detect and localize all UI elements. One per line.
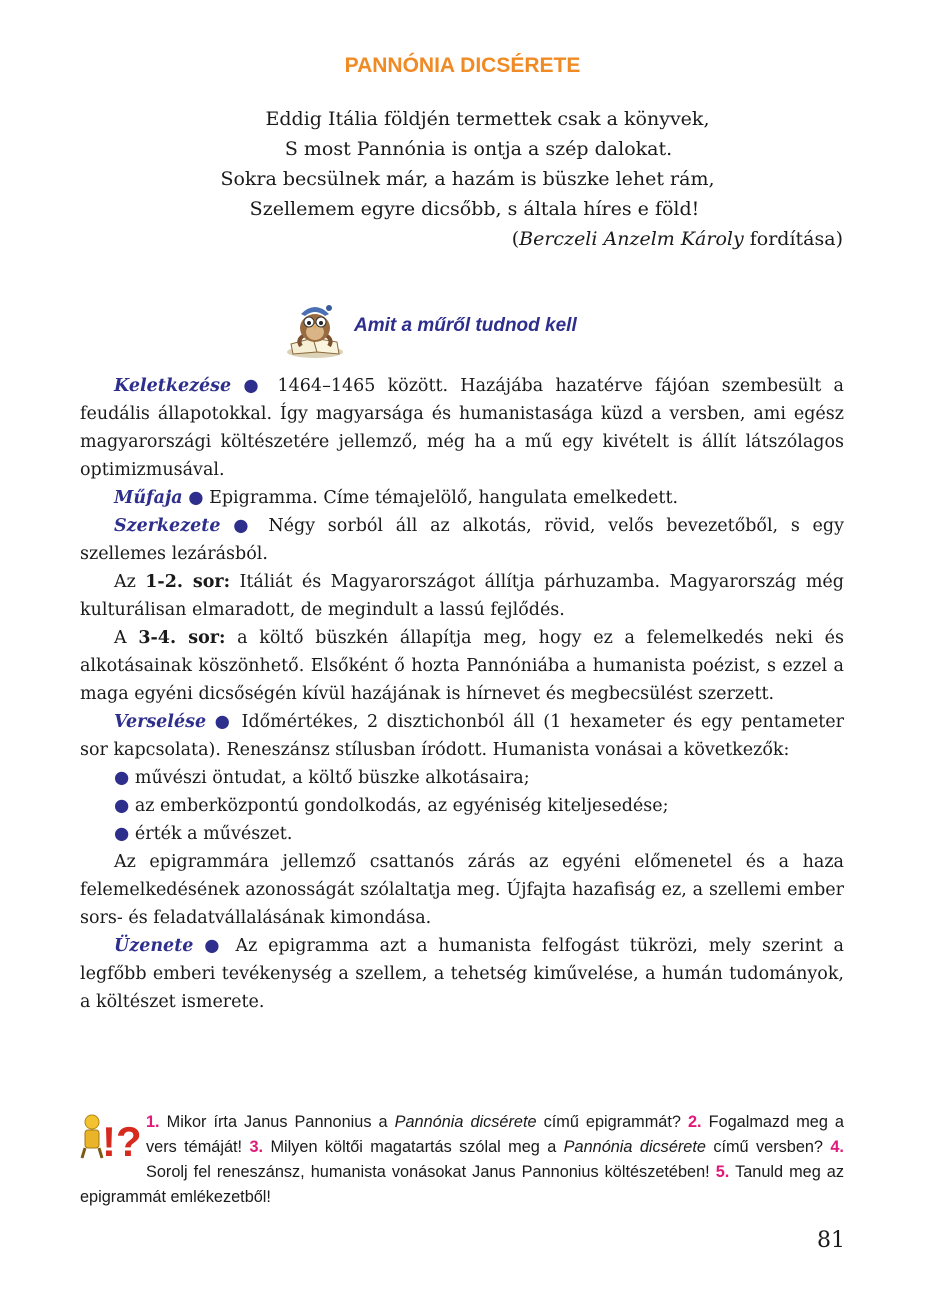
- label-uzenete: Üzenete: [114, 936, 194, 956]
- sor12-prefix: Az: [114, 572, 146, 592]
- list-item: [80, 820, 844, 848]
- page-number: 81: [817, 1228, 845, 1253]
- question-5-text: Tanuld meg az epigrammát emlékezetből!: [80, 1163, 845, 1206]
- text-keletkezese: 1464–1465 között. Hazájába hazatérve fájóan szembesült a feudális állapotokkal. Így magyarsága és humanistasága küzd a versben, ami egész magyarországi költészetére jellemző, még ha a mű egy kivételt is állít látszólagos optimizmusával.: [80, 376, 844, 480]
- poem-line-4: Szellemem egyre dicsőbb, s általa híres e föld!: [249, 198, 700, 220]
- exclamation-question-icon: [78, 1110, 142, 1162]
- translator-name: Berczeli Anzelm Károly: [519, 228, 744, 250]
- sor12-label: 1-2. sor:: [145, 572, 231, 592]
- section-banner: [283, 296, 683, 360]
- sor34-text: a költő büszkén állapítja meg, hogy ez a felemelkedés neki és alkotásainak köszönhető. Elsőként ő hozta Pannóniába a humanista poézist, s ezzel a maga egyéni dicsőségén kívül hazájának is hírnevet és megbecsülést szerzett.: [80, 628, 844, 704]
- poem-line-3: Sokra becsülnek már, a hazám is büszke lehet rám,: [220, 168, 715, 190]
- sor34-label: 3-4. sor:: [138, 628, 226, 648]
- list-item: [80, 764, 844, 792]
- question-1-title: Pannónia dicsérete: [394, 1113, 537, 1131]
- list-item-text: érték a művészet.: [129, 824, 293, 844]
- section-title: Amit a műről tudnod kell: [354, 315, 577, 336]
- sor34-prefix: A: [114, 628, 139, 648]
- paragraph-szerkezete: [80, 512, 844, 568]
- svg-text:!?: !?: [102, 1118, 142, 1162]
- poem-line-2: S most Pannónia is ontja a szép dalokat.: [284, 138, 673, 160]
- list-item-text: az emberközpontú gondolkodás, az egyéniség kiteljesedése;: [129, 796, 669, 816]
- paragraph-verselese: [80, 708, 844, 764]
- analysis-text: [80, 372, 844, 1016]
- text-szerkezete: Négy sorból áll az alkotás, rövid, velős bevezetőből, s egy szellemes lezárásból.: [80, 516, 844, 564]
- bullet-icon: ●: [204, 936, 225, 956]
- question-5-number: 5.: [715, 1163, 730, 1181]
- list-item-text: művészi öntudat, a költő büszke alkotásaira;: [129, 768, 530, 788]
- label-keletkezese: Keletkezése: [114, 376, 232, 396]
- question-4-number: 4.: [830, 1138, 844, 1156]
- bullet-icon: ●: [188, 488, 204, 508]
- sor12-text: Itáliát és Magyarországot állítja párhuzamba. Magyarország még kulturálisan elmaradott, de megindult a lassú fejlődés.: [80, 572, 844, 620]
- paragraph-keletkezese: [80, 372, 844, 484]
- question-1-number: 1.: [146, 1113, 160, 1131]
- paragraph-sor-3-4: [80, 624, 844, 708]
- question-3-title: Pannónia dicsérete: [563, 1138, 706, 1156]
- text-verselese: Időmértékes, 2 disztichonból áll (1 hexameter és egy pentameter sor kapcsolata). Reneszánsz stílusban íródott. Humanista vonásai a következők:: [80, 712, 844, 760]
- label-mufaja: Műfaja: [114, 488, 183, 508]
- question-1-suffix: című epigrammát?: [536, 1113, 688, 1131]
- question-3-suffix: című versben?: [705, 1138, 831, 1156]
- bullet-icon: ●: [114, 796, 130, 816]
- question-4-text: Sorolj fel reneszánsz, humanista vonásokat Janus Pannonius költészetében!: [146, 1163, 716, 1181]
- poem-line-1: Eddig Itália földjén termettek csak a könyvek,: [265, 108, 710, 130]
- paragraph-mufaja: [80, 484, 844, 512]
- paragraph-csattano: Az epigrammára jellemző csattanós zárás az egyéni előmenetel és a haza felemelkedésének azonosságát szólaltatja meg. Újfajta hazafiság ez, a szellemi ember sors- és feladatvállalásának kimondása.: [80, 852, 844, 928]
- question-2-number: 2.: [687, 1113, 702, 1131]
- page-title: PANNÓNIA DICSÉRETE: [344, 54, 581, 77]
- translation-suffix: fordítása): [743, 228, 843, 250]
- bullet-icon: ●: [233, 516, 256, 536]
- question-3-number: 3.: [249, 1138, 264, 1156]
- bullet-icon: ●: [214, 712, 233, 732]
- question-1-text: Mikor írta Janus Pannonius a: [159, 1113, 395, 1131]
- translation-credit: [512, 224, 843, 254]
- paragraph-sor-1-2: [80, 568, 844, 624]
- text-uzenete: Az epigramma azt a humanista felfogást tükrözi, mely szerint a legfőbb emberi tevékenység a szellem, a tehetség kiművelése, a humán tudományok, a költészet ismerete.: [80, 936, 844, 1012]
- list-item: [80, 792, 844, 820]
- text-mufaja: Epigramma. Címe témajelölő, hangulata emelkedett.: [203, 488, 679, 508]
- poem: [0, 104, 935, 250]
- bullet-icon: ●: [114, 824, 130, 844]
- bullet-icon: ●: [114, 768, 130, 788]
- paragraph-uzenete: [80, 932, 844, 1016]
- question-3-text: Milyen költői magatartás szólal meg a: [263, 1138, 564, 1156]
- question-2-text: Fogalmazd meg a vers témáját!: [146, 1113, 844, 1156]
- reading-owl-icon: [283, 296, 347, 360]
- label-szerkezete: Szerkezete: [114, 516, 221, 536]
- translation-open: (: [511, 228, 520, 250]
- label-verselese: Verselése: [114, 712, 207, 732]
- questions-block: [80, 1110, 844, 1210]
- bullet-icon: ●: [243, 376, 266, 396]
